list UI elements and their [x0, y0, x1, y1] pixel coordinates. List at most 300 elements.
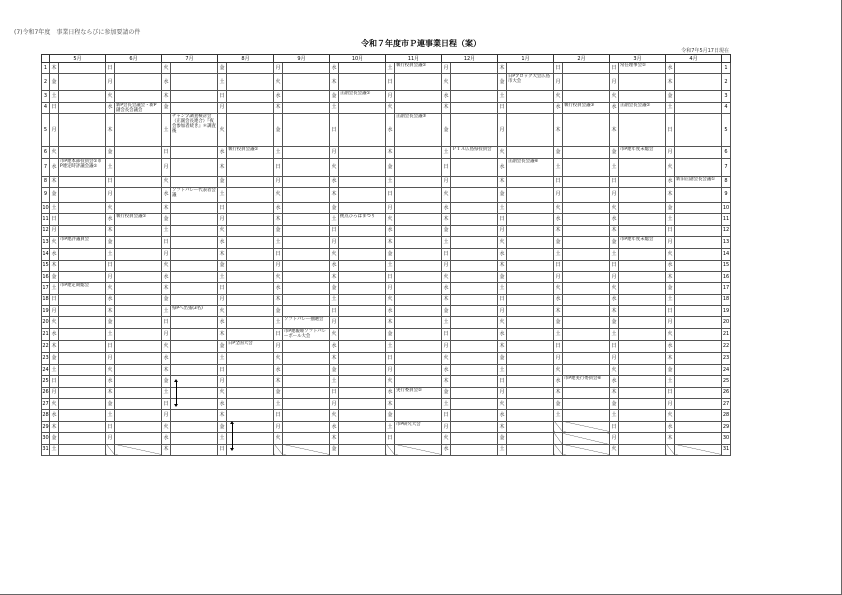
weekday-cell: 水 — [218, 147, 227, 158]
event-cell — [395, 147, 442, 158]
weekday-cell: 金 — [498, 271, 507, 282]
weekday-cell: 土 — [554, 410, 563, 421]
event-cell — [171, 176, 218, 187]
weekday-cell: 木 — [274, 376, 283, 387]
month-header: 2月 — [554, 55, 610, 63]
day-number: 1 — [722, 63, 731, 74]
event-cell — [563, 283, 610, 294]
weekday-cell: 土 — [50, 364, 59, 375]
weekday-cell: 金 — [498, 353, 507, 364]
day-row — [42, 158, 731, 176]
event-cell — [619, 353, 666, 364]
event-cell — [115, 271, 162, 282]
weekday-cell: 月 — [162, 329, 171, 341]
event-cell — [283, 364, 330, 375]
event-cell — [171, 102, 218, 113]
weekday-cell: 日 — [274, 158, 283, 176]
event-cell — [563, 91, 610, 102]
weekday-cell: 土 — [50, 444, 59, 455]
weekday-cell: 月 — [554, 74, 563, 91]
event-label: 執行役員会議③ — [564, 102, 595, 108]
weekday-cell: 金 — [554, 399, 563, 410]
event-cell — [283, 433, 330, 444]
weekday-cell: 火 — [274, 353, 283, 364]
event-cell — [395, 353, 442, 364]
event-label: 正副会長会議① — [340, 91, 371, 97]
weekday-cell — [554, 421, 563, 432]
weekday-cell: 土 — [498, 283, 507, 294]
weekday-cell: 月 — [218, 294, 227, 305]
day-number: 6 — [722, 147, 731, 158]
weekday-cell: 日 — [554, 260, 563, 271]
event-cell — [563, 387, 610, 398]
weekday-cell: 金 — [218, 421, 227, 432]
event-cell — [283, 158, 330, 176]
weekday-cell: 日 — [218, 202, 227, 213]
event-cell — [339, 329, 386, 341]
event-cell — [563, 214, 610, 225]
event-cell — [59, 410, 106, 421]
event-label: 市P連親睦ソフトバレーボール大会 — [284, 329, 327, 340]
event-cell — [619, 341, 666, 353]
arrow-nichi-p-taikai — [232, 424, 233, 448]
weekday-cell: 火 — [442, 353, 451, 364]
event-cell — [451, 364, 498, 375]
day-number: 23 — [722, 353, 731, 364]
event-cell — [59, 176, 106, 187]
weekday-cell: 木 — [666, 187, 675, 202]
event-label: 実行委員会② — [396, 387, 422, 393]
event-cell — [563, 63, 610, 74]
event-cell — [451, 283, 498, 294]
day-number: 25 — [722, 376, 731, 387]
event-cell — [451, 421, 498, 432]
event-cell — [451, 306, 498, 317]
weekday-cell: 金 — [50, 74, 59, 91]
weekday-cell: 月 — [50, 225, 59, 236]
weekday-cell: 水 — [386, 387, 395, 398]
event-cell — [59, 317, 106, 329]
weekday-cell: 金 — [554, 317, 563, 329]
event-cell — [395, 158, 442, 176]
event-cell — [675, 237, 722, 249]
weekday-cell: 火 — [442, 187, 451, 202]
weekday-cell: 水 — [330, 63, 339, 74]
weekday-cell: 日 — [442, 329, 451, 341]
event-cell — [171, 306, 218, 317]
day-number: 30 — [42, 433, 50, 444]
day-number: 15 — [42, 260, 50, 271]
event-cell — [451, 91, 498, 102]
event-cell — [563, 421, 610, 432]
weekday-cell: 土 — [106, 410, 115, 421]
weekday-cell: 金 — [610, 317, 619, 329]
weekday-cell: 火 — [610, 91, 619, 102]
event-cell — [115, 376, 162, 387]
weekday-cell: 土 — [442, 399, 451, 410]
weekday-cell: 月 — [498, 387, 507, 398]
event-cell — [339, 364, 386, 375]
event-cell — [563, 158, 610, 176]
event-cell — [619, 387, 666, 398]
day-row — [42, 421, 731, 432]
event-cell — [283, 63, 330, 74]
weekday-cell: 月 — [106, 74, 115, 91]
weekday-cell: 月 — [386, 202, 395, 213]
event-cell — [115, 74, 162, 91]
weekday-cell: 月 — [666, 399, 675, 410]
event-cell — [339, 294, 386, 305]
event-cell — [563, 249, 610, 260]
weekday-cell: 土 — [274, 317, 283, 329]
weekday-cell: 日 — [162, 237, 171, 249]
event-cell — [507, 202, 554, 213]
event-cell — [619, 410, 666, 421]
weekday-cell: 水 — [274, 91, 283, 102]
event-cell — [451, 225, 498, 236]
event-cell — [115, 147, 162, 158]
day-number: 7 — [42, 158, 50, 176]
weekday-cell: 金 — [330, 202, 339, 213]
event-cell — [283, 387, 330, 398]
event-cell — [227, 353, 274, 364]
weekday-cell: 月 — [610, 433, 619, 444]
day-row — [42, 364, 731, 375]
day-row — [42, 63, 731, 74]
event-cell — [507, 187, 554, 202]
weekday-cell: 日 — [106, 341, 115, 353]
event-cell — [283, 353, 330, 364]
day-number: 17 — [42, 283, 50, 294]
weekday-cell: 木 — [274, 214, 283, 225]
event-cell — [507, 399, 554, 410]
event-cell — [395, 364, 442, 375]
day-number: 30 — [722, 433, 731, 444]
event-cell — [283, 376, 330, 387]
weekday-cell: 日 — [274, 329, 283, 341]
event-cell — [619, 147, 666, 158]
weekday-cell: 木 — [274, 294, 283, 305]
event-cell — [171, 187, 218, 202]
weekday-cell: 火 — [554, 202, 563, 213]
event-cell — [171, 271, 218, 282]
event-cell — [675, 158, 722, 176]
weekday-cell: 火 — [386, 376, 395, 387]
weekday-cell: 木 — [106, 387, 115, 398]
event-cell — [619, 294, 666, 305]
event-cell — [115, 214, 162, 225]
day-number: 4 — [42, 102, 50, 113]
event-cell — [339, 376, 386, 387]
weekday-cell: 月 — [498, 225, 507, 236]
weekday-cell: 木 — [330, 74, 339, 91]
event-cell — [675, 74, 722, 91]
event-cell — [115, 225, 162, 236]
event-cell — [563, 341, 610, 353]
event-cell — [339, 306, 386, 317]
event-cell — [171, 387, 218, 398]
event-cell — [283, 102, 330, 113]
event-cell — [451, 158, 498, 176]
event-cell — [339, 410, 386, 421]
event-cell — [227, 271, 274, 282]
month-header: 12月 — [442, 55, 498, 63]
weekday-cell: 土 — [554, 329, 563, 341]
weekday-cell: 木 — [50, 260, 59, 271]
weekday-cell: 火 — [274, 187, 283, 202]
event-cell — [675, 376, 722, 387]
event-cell — [619, 433, 666, 444]
event-cell — [619, 114, 666, 147]
event-cell — [563, 433, 610, 444]
event-cell — [115, 158, 162, 176]
weekday-cell: 土 — [386, 260, 395, 271]
weekday-cell: 日 — [386, 271, 395, 282]
month-header: 9月 — [274, 55, 330, 63]
event-cell — [619, 202, 666, 213]
event-cell — [507, 176, 554, 187]
weekday-cell: 木 — [610, 306, 619, 317]
weekday-cell: 日 — [50, 102, 59, 113]
weekday-cell: 土 — [666, 214, 675, 225]
event-cell — [59, 260, 106, 271]
event-cell — [507, 306, 554, 317]
weekday-cell: 火 — [498, 237, 507, 249]
weekday-cell: 土 — [386, 341, 395, 353]
event-cell — [59, 249, 106, 260]
weekday-cell: 木 — [498, 260, 507, 271]
weekday-cell: 火 — [666, 329, 675, 341]
event-label: 拠点ひろばまつり — [340, 214, 376, 220]
event-cell — [171, 237, 218, 249]
weekday-cell: 金 — [498, 433, 507, 444]
event-cell — [227, 225, 274, 236]
weekday-cell: 月 — [274, 260, 283, 271]
event-cell — [339, 102, 386, 113]
weekday-cell: 日 — [386, 74, 395, 91]
event-cell — [395, 341, 442, 353]
day-number: 7 — [722, 158, 731, 176]
event-cell — [675, 433, 722, 444]
weekday-cell: 日 — [610, 341, 619, 353]
weekday-cell: 金 — [218, 63, 227, 74]
weekday-cell: 火 — [162, 341, 171, 353]
day-number: 25 — [42, 376, 50, 387]
day-number: 21 — [722, 329, 731, 341]
weekday-cell: 土 — [666, 102, 675, 113]
event-cell — [675, 329, 722, 341]
event-cell — [675, 410, 722, 421]
weekday-cell: 日 — [274, 410, 283, 421]
event-cell — [395, 202, 442, 213]
event-cell — [227, 376, 274, 387]
event-cell — [115, 329, 162, 341]
weekday-cell: 月 — [386, 91, 395, 102]
event-cell — [227, 306, 274, 317]
weekday-cell: 水 — [554, 294, 563, 305]
event-cell — [115, 341, 162, 353]
event-cell — [227, 214, 274, 225]
event-cell — [115, 176, 162, 187]
weekday-cell: 水 — [554, 376, 563, 387]
weekday-cell: 土 — [218, 271, 227, 282]
event-cell — [171, 249, 218, 260]
weekday-cell: 火 — [106, 91, 115, 102]
event-label: 県Pへ出張(3名) — [172, 306, 203, 312]
weekday-cell: 月 — [274, 421, 283, 432]
day-number: 2 — [722, 74, 731, 91]
event-cell — [115, 306, 162, 317]
event-cell — [171, 410, 218, 421]
event-cell — [115, 364, 162, 375]
weekday-cell: 水 — [610, 102, 619, 113]
weekday-cell: 木 — [218, 158, 227, 176]
event-label: 市P連年度末総会 — [620, 237, 654, 243]
day-number: 2 — [42, 74, 50, 91]
weekday-cell: 土 — [610, 158, 619, 176]
weekday-cell: 金 — [162, 214, 171, 225]
weekday-cell: 月 — [50, 387, 59, 398]
month-header: 4月 — [666, 55, 722, 63]
day-number: 22 — [42, 341, 50, 353]
event-cell — [507, 294, 554, 305]
event-cell — [283, 271, 330, 282]
event-cell — [563, 237, 610, 249]
day-row — [42, 214, 731, 225]
event-cell — [395, 260, 442, 271]
weekday-cell: 土 — [442, 237, 451, 249]
event-cell — [619, 376, 666, 387]
event-cell — [619, 158, 666, 176]
day-number: 6 — [42, 147, 50, 158]
event-cell — [115, 102, 162, 113]
weekday-cell: 火 — [218, 114, 227, 147]
event-cell — [507, 271, 554, 282]
weekday-cell: 土 — [386, 63, 395, 74]
event-cell — [675, 387, 722, 398]
weekday-cell: 木 — [218, 329, 227, 341]
event-cell — [59, 364, 106, 375]
event-label: 市P研究大会 — [396, 421, 421, 427]
weekday-cell: 水 — [666, 176, 675, 187]
month-header: 3月 — [610, 55, 666, 63]
event-cell — [507, 376, 554, 387]
event-cell — [619, 91, 666, 102]
event-cell — [227, 158, 274, 176]
weekday-cell: 木 — [106, 306, 115, 317]
event-cell — [507, 317, 554, 329]
weekday-cell: 水 — [106, 376, 115, 387]
weekday-cell: 金 — [218, 260, 227, 271]
event-cell — [115, 63, 162, 74]
event-cell — [227, 147, 274, 158]
event-cell — [115, 399, 162, 410]
weekday-cell: 金 — [666, 202, 675, 213]
weekday-cell: 木 — [386, 147, 395, 158]
weekday-cell: 木 — [330, 433, 339, 444]
event-cell — [171, 147, 218, 158]
event-cell — [59, 225, 106, 236]
day-row — [42, 353, 731, 364]
weekday-cell: 金 — [50, 187, 59, 202]
weekday-cell: 火 — [442, 74, 451, 91]
day-number: 16 — [722, 271, 731, 282]
weekday-cell — [666, 444, 675, 455]
event-label: 日P全国大会 — [228, 341, 253, 347]
weekday-cell: 水 — [666, 421, 675, 432]
weekday-cell: 水 — [330, 176, 339, 187]
day-number: 24 — [42, 364, 50, 375]
event-cell — [507, 260, 554, 271]
weekday-cell: 水 — [218, 317, 227, 329]
weekday-cell: 土 — [610, 249, 619, 260]
event-cell — [451, 399, 498, 410]
event-cell — [115, 283, 162, 294]
event-label: 市P連評議員会 — [60, 237, 89, 243]
weekday-cell: 金 — [274, 225, 283, 236]
header-note: (7)令和7年度 事業日程ならびに参加要請の件 — [14, 29, 141, 36]
arrow-ken-p-trip — [176, 382, 177, 404]
event-cell — [395, 399, 442, 410]
day-number: 27 — [722, 399, 731, 410]
day-number: 12 — [722, 225, 731, 236]
weekday-cell: 月 — [330, 237, 339, 249]
event-cell — [115, 249, 162, 260]
weekday-cell: 月 — [330, 317, 339, 329]
weekday-cell: 月 — [610, 187, 619, 202]
event-cell — [451, 294, 498, 305]
weekday-cell: 火 — [218, 225, 227, 236]
event-cell — [395, 433, 442, 444]
weekday-cell: 土 — [106, 329, 115, 341]
event-cell — [339, 202, 386, 213]
event-cell — [59, 399, 106, 410]
day-row — [42, 74, 731, 91]
weekday-cell: 土 — [330, 102, 339, 113]
event-cell — [59, 202, 106, 213]
event-cell — [59, 158, 106, 176]
event-cell — [451, 202, 498, 213]
weekday-cell: 木 — [330, 187, 339, 202]
event-label: 正副会長会議⑤ — [396, 114, 427, 120]
event-cell — [675, 114, 722, 147]
event-cell — [507, 74, 554, 91]
event-cell — [227, 364, 274, 375]
day-row — [42, 187, 731, 202]
event-cell — [283, 294, 330, 305]
event-cell — [283, 225, 330, 236]
weekday-cell: 土 — [274, 237, 283, 249]
day-row — [42, 147, 731, 158]
event-cell — [563, 74, 610, 91]
day-row — [42, 387, 731, 398]
weekday-cell: 金 — [162, 294, 171, 305]
weekday-cell: 木 — [162, 202, 171, 213]
weekday-cell: 金 — [106, 237, 115, 249]
weekday-cell: 日 — [106, 260, 115, 271]
event-cell — [451, 376, 498, 387]
weekday-cell: 火 — [554, 91, 563, 102]
weekday-cell: 火 — [106, 202, 115, 213]
event-cell — [227, 399, 274, 410]
event-cell — [395, 410, 442, 421]
event-cell — [227, 283, 274, 294]
event-label: ソフトバレー代表者会議 — [172, 187, 216, 198]
event-cell — [451, 271, 498, 282]
day-number: 15 — [722, 260, 731, 271]
day-number: 1 — [42, 63, 50, 74]
weekday-cell: 木 — [610, 114, 619, 147]
